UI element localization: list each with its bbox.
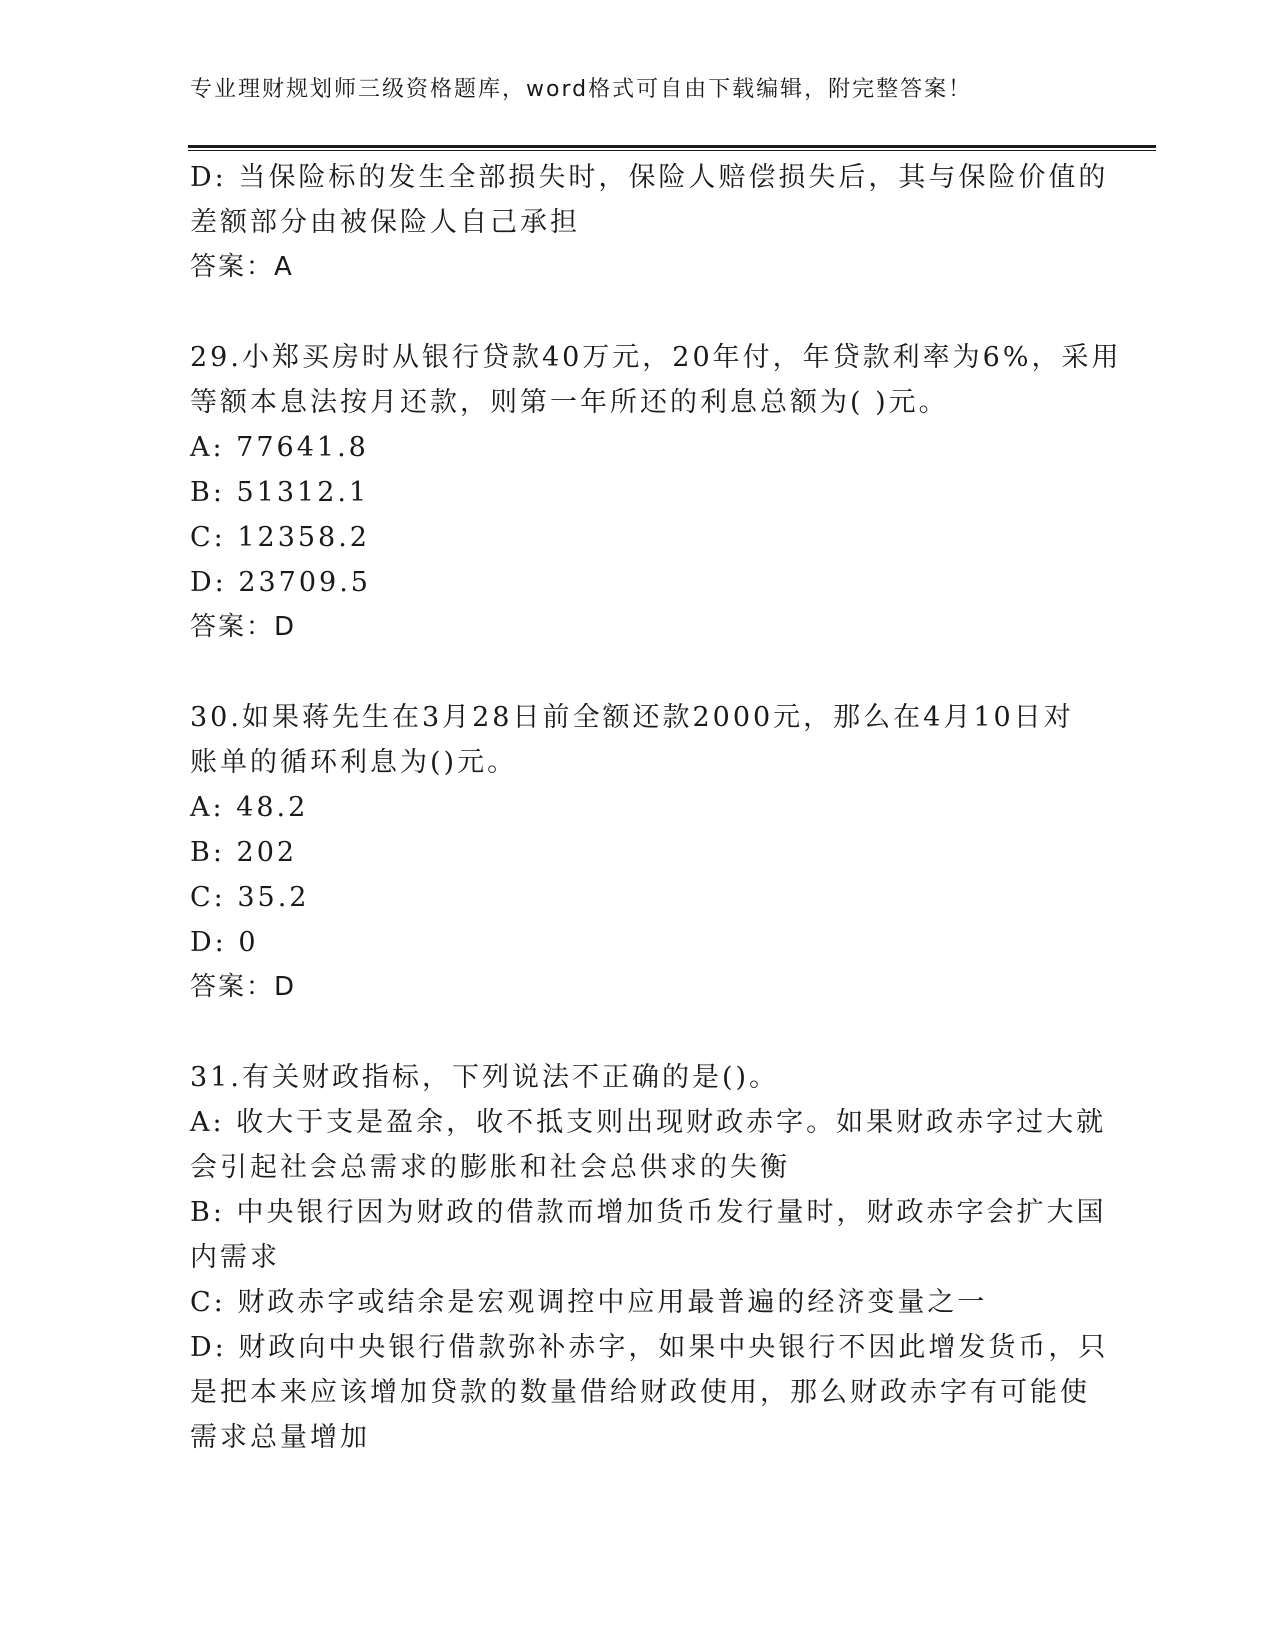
option-a: A: 48.2 <box>190 792 309 823</box>
question-stem-continued: 账单的循环利息为()元。 <box>190 747 518 778</box>
question-stem-continued: 等额本息法按月还款，则第一年所还的利息总额为( )元。 <box>190 387 949 418</box>
question-31 <box>190 1055 1109 1460</box>
option-d-continued: 是把本来应该增加贷款的数量借给财政使用，那么财政赤字有可能使 <box>190 1377 1090 1408</box>
option-a: A: 77641.8 <box>190 432 369 463</box>
question-29 <box>190 335 1122 650</box>
option-c: C: 12358.2 <box>190 522 370 553</box>
question-stem: 30.如果蒋先生在3月28日前全额还款2000元，那么在4月10日对 <box>190 702 1074 733</box>
option-d: D: 财政向中央银行借款弥补赤字，如果中央银行不因此增发货币，只 <box>190 1332 1109 1363</box>
answer: 答案：D <box>190 972 297 1002</box>
option-d-continued-2: 需求总量增加 <box>190 1422 370 1453</box>
option-b-continued: 内需求 <box>190 1242 280 1273</box>
option-b: B: 202 <box>190 837 298 868</box>
spacer <box>190 650 1090 695</box>
option-a: A: 收大于支是盈余，收不抵支则出现财政赤字。如果财政赤字过大就 <box>190 1107 1107 1138</box>
header-rule-thick <box>188 145 1156 148</box>
option-c: C: 35.2 <box>190 882 310 913</box>
question-stem: 29.小郑买房时从银行贷款40万元，20年付，年贷款利率为6%，采用 <box>190 342 1122 373</box>
option-d-continued: 差额部分由被保险人自己承担 <box>190 207 580 238</box>
page-header: 专业理财规划师三级资格题库，word格式可自由下载编辑，附完整答案！ <box>190 77 973 102</box>
answer: 答案：D <box>190 612 297 642</box>
header-rule-thin <box>188 150 1156 151</box>
option-d: D: 23709.5 <box>190 567 371 598</box>
spacer <box>190 1010 1090 1055</box>
question-stem: 31.有关财政指标，下列说法不正确的是()。 <box>190 1062 780 1093</box>
question-28 <box>190 155 1109 290</box>
option-d: D: 0 <box>190 927 259 958</box>
spacer <box>190 290 1090 335</box>
question-30 <box>190 695 1090 1010</box>
question-content <box>190 155 1122 1460</box>
option-b: B: 51312.1 <box>190 477 370 508</box>
answer: 答案：A <box>190 252 294 282</box>
option-a-continued: 会引起社会总需求的膨胀和社会总供求的失衡 <box>190 1152 790 1183</box>
option-c: C: 财政赤字或结余是宏观调控中应用最普遍的经济变量之一 <box>190 1287 988 1318</box>
option-d: D: 当保险标的发生全部损失时，保险人赔偿损失后，其与保险价值的 <box>190 162 1109 193</box>
option-b: B: 中央银行因为财政的借款而增加货币发行量时，财政赤字会扩大国 <box>190 1197 1107 1228</box>
